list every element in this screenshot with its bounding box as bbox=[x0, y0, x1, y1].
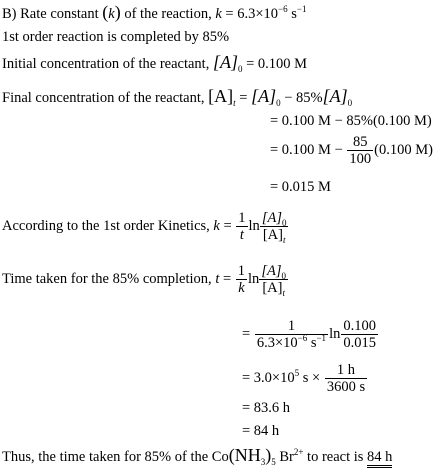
line-time-step1: = $\frac{1}{6.3\times 10^{-6} s^{-1}}$ ln $\frac{0.100}{0.015}$ bbox=[242, 318, 376, 351]
line-final-conc-result: = 0.015 M bbox=[270, 179, 331, 195]
fraction-85-100: $\frac{85}{100}$ bbox=[349, 134, 372, 167]
line-conclusion: Thus, the time taken for 85% of the $Co(NH_3)_5$ $Br^{2+}$ to react is 84 h bbox=[2, 445, 393, 467]
line-rate-constant: B) Rate constant (k) of the reaction, $k = 6.3\times 10^{-6}$ $s^{-1}$ bbox=[2, 2, 307, 22]
line-time-step4: = 84 h bbox=[242, 423, 280, 439]
line-completion: 1st order reaction is completed by 85% bbox=[2, 29, 230, 45]
fraction-1-over-t: $\frac{1}{t}$ bbox=[238, 210, 246, 243]
fraction-1-over-rate: $\frac{1}{6.3\times 10^{-6} s^{-1}}$ bbox=[256, 318, 327, 351]
fraction-conc-values: $\frac{0.100}{0.015}$ bbox=[343, 318, 376, 351]
fraction-conc-ratio: $\frac{[A]_0}{[A]_t}$ bbox=[261, 210, 287, 245]
final-answer: 84 h bbox=[367, 450, 392, 468]
line-final-conc-step1: = 0.100 M − 85%(0.100 M) bbox=[270, 113, 432, 129]
fraction-1-over-k: $\frac{1}{k}$ bbox=[237, 263, 246, 296]
line-time-step3: = 83.6 h bbox=[242, 400, 291, 416]
line-final-conc-step2: = 0.100 M − $\frac{85}{100}$ (0.100 M) bbox=[270, 134, 433, 167]
line-time-taken: Time taken for the 85% completion, t = $\frac{1}{k}$ ln $\frac{[A]_0}{[A]_t}$ bbox=[2, 263, 286, 298]
line-final-conc: Final concentration of the reactant, $[A]_t = [A]_0 - 85\%[A]_0$ bbox=[2, 86, 353, 108]
fraction-conc-ratio-2: $\frac{[A]_0}{[A]_t}$ bbox=[261, 263, 286, 298]
line-initial-conc: Initial concentration of the reactant, $[A]_0 = 0.100$ M bbox=[2, 52, 308, 74]
line-time-step2: = $3.0\times 10^5$ s × $\frac{1 h}{3600 s}$ bbox=[242, 362, 366, 395]
line-kinetics: According to the 1st order Kinetics, k = $\frac{1}{t}$ ln $\frac{[A]_0}{[A]_t}$ bbox=[2, 210, 287, 245]
fraction-hour-conversion: $\frac{1 h}{3600 s}$ bbox=[326, 362, 366, 395]
